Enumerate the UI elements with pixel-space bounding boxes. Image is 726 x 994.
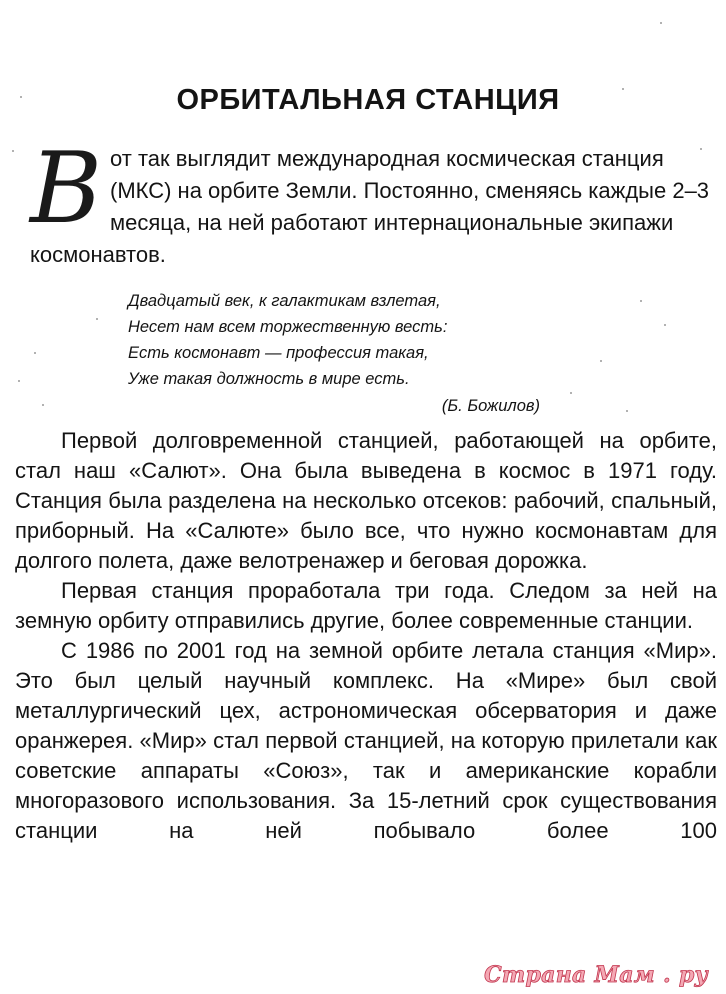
drop-cap-letter: В bbox=[30, 132, 103, 246]
site-watermark: Страна Мам . ру bbox=[484, 962, 708, 988]
scan-speck bbox=[34, 352, 36, 354]
poem-line: Уже такая должность в мире есть. bbox=[128, 370, 410, 388]
paragraph-first-station: Первая станция проработала три года. Следом за ней на земную орбиту отправились другие, более современные станции. bbox=[15, 578, 717, 633]
scan-speck bbox=[18, 380, 20, 382]
scan-speck bbox=[640, 300, 642, 302]
scan-speck bbox=[42, 404, 44, 406]
poem-line: Несет нам всем торжественную весть: bbox=[128, 318, 448, 336]
scan-speck bbox=[664, 324, 666, 326]
poem-author: (Б. Божилов) bbox=[441, 397, 540, 415]
scan-speck bbox=[570, 392, 572, 394]
scan-speck bbox=[96, 318, 98, 320]
page-title: ОРБИТАЛЬНАЯ СТАНЦИЯ bbox=[176, 84, 560, 116]
scan-speck bbox=[12, 150, 14, 152]
poem-line: Есть космонавт — профессия такая, bbox=[128, 344, 429, 362]
poem-line: Двадцатый век, к галактикам взлетая, bbox=[128, 292, 441, 310]
scan-speck bbox=[660, 22, 662, 24]
scan-speck bbox=[622, 88, 624, 90]
scan-speck bbox=[700, 148, 702, 150]
scan-speck bbox=[626, 410, 628, 412]
poem-epigraph bbox=[128, 288, 558, 419]
paragraph-salyut: Первой долговременной станцией, работающей на орбите, стал наш «Салют». Она была выведена в космос в 1971 году. Станция была разделена на несколько отсеков: рабочий, спальный, приборный. На «Салюте» было все, что нужно космонавтам для долгого полета, даже велотренажер и беговая дорожка. bbox=[15, 428, 717, 573]
intro-paragraph bbox=[30, 132, 720, 271]
intro-text: от так выглядит международная космическая станция (МКС) на орбите Земли. Постоянно, сменяясь каждые 2–3 месяца, на ней работают интернациональные экипажи космонавтов. bbox=[30, 146, 710, 267]
article-body bbox=[15, 426, 717, 846]
paragraph-mir: С 1986 по 2001 год на земной орбите летала станция «Мир». Это был целый научный комплекс. На «Мире» был свой металлургический цех, астрономическая обсерватория и даже оранжерея. «Мир» стал первой станцией, на которую прилетали как советские аппараты «Союз», так и американские корабли многоразового использования. За 15-летний срок существования станции на ней побывало более 100 bbox=[15, 638, 717, 843]
scan-speck bbox=[20, 96, 22, 98]
scan-speck bbox=[600, 360, 602, 362]
